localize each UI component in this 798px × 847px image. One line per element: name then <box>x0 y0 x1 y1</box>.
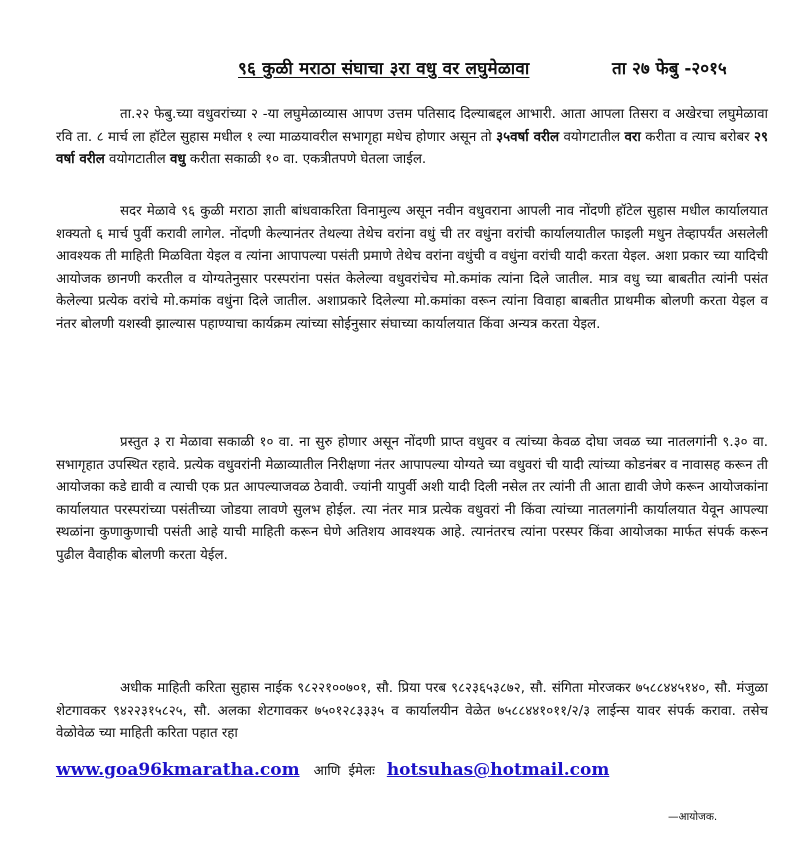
paragraph-intro-text-1: ता.२२ फेबु.च्या वधुवरांच्या २ -या लघुमेळाव्यास आपण उत्तम पतिसाद दिल्याबद्दल आभारी. आता आपला तिसरा व अखेरचा लघुमेळावा रवि ता. ८ मार्च ला हॉटेल सुहास मधील १ ल्या माळयावरील सभागृहा मधेच होणार असून तो <box>56 107 768 145</box>
paragraph-intro <box>56 104 768 172</box>
paragraph-registration-text: सदर मेळावे ९६ कुळी मराठा ज्ञाती बांधवाकरिता विनामुल्य असून नवीन वधुवराना आपली नाव नोंदणी हॉटेल सुहास मधील कार्यालयात शक्यतो ६ मार्च पुर्वी करावी लागेल. नोंदणी केल्यानंतर तेथल्या तेथेच वरांना वधुं ची तर वधुंना वरांची कार्यालयातील फाइली मधुन तेव्हापर्यंत असलेली आवश्यक ती माहिती मिळविता येइल व त्यांना आपापल्या पसंती प्रमाणे तेथेच वरांना वधुंची व वधुंना वरांची यादी करता येइल. अशा प्रकार च्या यादिची आयोजक छानणी करतील व योग्यतेनुसार परस्परांना पसंत केलेल्या वधुवरांचेच मो.कमांक त्यांना दिले जातील. मात्र वधु च्या बाबतीत त्यांनी पसंत केलेल्या प्रत्येक वरांचे मो.कमांक वधुंना दिले जातील. अशाप्रकारे दिलेल्या मो.कमांका वरून त्यांना विवाहा बाबतीत प्राथमीक बोलणी करता येइल व नंतर बोलणी यशस्वी झाल्यास पहाण्याचा कार्यक्रम त्यांच्या सोईनुसार संघाच्या कार्यालयात किंवा अन्यत्र करता येइल. <box>56 204 768 332</box>
paragraph-intro-text-3: करीता व त्याच बरोबर <box>640 129 755 145</box>
paragraph-contacts <box>56 678 768 746</box>
age-group-groom: ३५वर्षा वरील <box>496 129 560 145</box>
document-date: ता २७ फेबु -२०१५ <box>612 59 727 79</box>
website-link[interactable]: www.goa96kmaratha.com <box>56 760 300 780</box>
email-link[interactable]: hotsuhas@hotmail.com <box>386 760 610 780</box>
paragraph-intro-text-4: वयोगटातील <box>104 152 170 168</box>
and-text: आणि <box>313 764 341 779</box>
organizer-signature: —आयोजक. <box>668 811 718 823</box>
document-title: ९६ कुळी मराठा संघाचा ३रा वधु वर लघुमेळावा <box>238 59 530 79</box>
paragraph-intro-text-2: वयोगटातील <box>559 129 625 145</box>
age-group-bride: २९ वर्षा वरील <box>56 129 768 168</box>
email-label: ईमेलः <box>348 764 375 779</box>
paragraph-contacts-text: अधीक माहिती करिता सुहास नाईक ९८२२१००७०१, सौ. प्रिया परब ९८२३६५३८७२, सौ. संगिता मोरजकर ७५८८४४५१४०, सौ. मंजुळा शेटगावकर ९४२२३१५८२५, सौ. अलका शेटगावकर ७५०१२८३३३५ व कार्यालयीन वेळेत ७५८८४४१०११/२/३ लाईन्स यावर संपर्क करावा. तसेच वेळोवेळ च्या माहिती करिता पहात रहा <box>56 681 768 742</box>
groom-word: वरा <box>624 129 641 145</box>
paragraph-event-details-text: प्रस्तुत ३ रा मेळावा सकाळी १० वा. ना सुरु होणार असून नोंदणी प्राप्त वधुवर व त्यांच्या केवळ दोघा जवळ च्या नातलगांनी ९.३० वा. सभागृहात उपस्थित रहावे. प्रत्येक वधुवरांनी मेळाव्यातील निरीक्षणा नंतर आपापल्या योग्यते च्या वधुवरां ची यादी त्यांच्या कोडनंबर व नावासह करून ती आयोजका कडे द्यावी व त्याची एक प्रत आपल्याजवळ ठेवावी. ज्यांनी यापुर्वी अशी यादी दिली नसेल तर त्यांनी ती आता द्यावी जेणे करून आयोजकांना कार्यालयात परस्परांच्या पसंतीच्या जोडया लावणे सुलभ होईल. त्या नंतर मात्र प्रत्येक वधुवरां नी किंवा त्यांच्या नातलगांनी कार्यालयात येवून आपल्या स्थळांना कुणाकुणाची पसंती आहे याची माहिती करून घेणे अतिशय आवश्यक आहे. त्यानंतरच त्यांना परस्पर किंवा आयोजका मार्फत संपर्क करून पुढील वैवाहीक बोलणी करता येईल. <box>56 435 768 563</box>
bride-word: वधु <box>169 152 186 168</box>
document-header <box>0 52 798 82</box>
paragraph-intro-text-5: करीता सकाळी १० वा. एकत्रीतपणे घेतला जाईल. <box>185 152 427 168</box>
paragraph-event-details <box>56 432 768 568</box>
paragraph-registration <box>56 201 768 337</box>
contact-links <box>56 760 609 786</box>
